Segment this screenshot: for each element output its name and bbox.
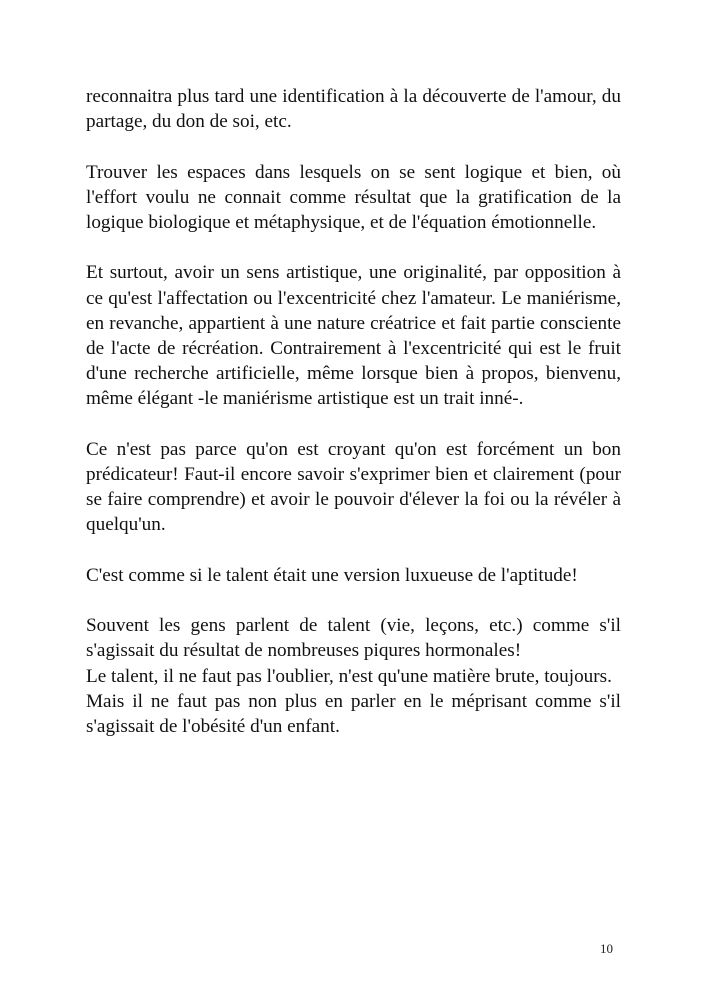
paragraph-continuation: reconnaitra plus tard une identification à la découverte de l'amour, du partage, du don de soi, etc. bbox=[86, 86, 621, 133]
paragraph-piqures-hormonales: Souvent les gens parlent de talent (vie, leçons, etc.) comme s'il s'agissait du résultat de nombreuses piqures hormonales! bbox=[86, 615, 621, 662]
page-number: 10 bbox=[600, 941, 613, 956]
paragraph-sens-artistique: Et surtout, avoir un sens artistique, une originalité, par opposition à ce qu'est l'affectation ou l'excentricité chez l'amateur. Le maniérisme, en revanche, appartient à une nature créatrice et fait partie consciente de l'acte de récréation. Contrairement à l'excentricité qui est le fruit d'une recherche artificielle, même lorsque bien à propos, bienvenu, même élégant -le maniérisme artistique est un trait inné-. bbox=[86, 262, 621, 410]
document-page-body bbox=[86, 84, 621, 739]
paragraph-talent-luxueux: C'est comme si le talent était une version luxueuse de l'aptitude! bbox=[86, 564, 578, 586]
paragraph-obesite-enfant: Mais il ne faut pas non plus en parler en le méprisant comme s'il s'agissait de l'obésité d'un enfant. bbox=[86, 690, 621, 737]
paragraph-espaces: Trouver les espaces dans lesquels on se sent logique et bien, où l'effort voulu ne connait comme résultat que la gratification de la logique biologique et métaphysique, et de l'équation émotionnelle. bbox=[86, 161, 621, 233]
paragraph-matiere-brute: Le talent, il ne faut pas l'oublier, n'est qu'une matière brute, toujours. bbox=[86, 665, 612, 687]
paragraph-predicateur: Ce n'est pas parce qu'on est croyant qu'on est forcément un bon prédicateur! Faut-il encore savoir s'exprimer bien et clairement (pour se faire comprendre) et avoir le pouvoir d'élever la foi ou la révéler à quelqu'un. bbox=[86, 438, 621, 536]
